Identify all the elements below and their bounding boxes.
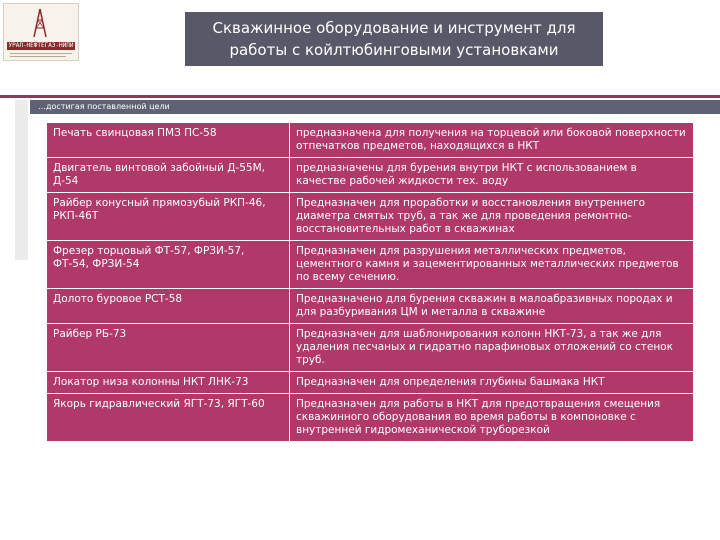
equipment-description: Предназначен для работы в НКТ для предотвращения смещения скважинного оборудования во время работы в компоновке с внутренней гидромеханической труборезкой bbox=[290, 394, 694, 442]
title-line-2: работы с койлтюбинговыми установками bbox=[229, 41, 559, 59]
equipment-description: Предназначен для проработки и восстановления внутреннего диаметра смятых труб, а так же для проведения ремонтно-восстановительных работ в скважинах bbox=[290, 193, 694, 241]
equipment-table bbox=[46, 122, 694, 442]
decorative-side-panel bbox=[15, 100, 28, 260]
equipment-description: Предназначен для разрушения металлических предметов, цементного камня и зацементированных металлических предметов по всему сечению. bbox=[290, 241, 694, 289]
logo-text-line bbox=[10, 53, 72, 54]
table-row bbox=[47, 193, 694, 241]
equipment-name: Печать свинцовая ПМЗ ПС-58 bbox=[47, 123, 290, 158]
equipment-name: Фрезер торцовый ФТ-57, ФРЗИ-57, ФТ-54, ФРЗИ-54 bbox=[47, 241, 290, 289]
equipment-description: предназначены для бурения внутри НКТ с использованием в качестве рабочей жидкости тех. воду bbox=[290, 158, 694, 193]
derrick-icon bbox=[32, 8, 48, 38]
equipment-name: Долото буровое РСТ-58 bbox=[47, 289, 290, 324]
equipment-description: Предназначен для шаблонирования колонн НКТ-73, а так же для удаления песчаных и гидратно парафиновых отложений со стенок труб. bbox=[290, 324, 694, 372]
header-divider bbox=[0, 95, 720, 98]
equipment-description: Предназначен для определения глубины башмака НКТ bbox=[290, 372, 694, 394]
logo-text-line bbox=[10, 56, 66, 57]
subtitle-text: …достигая поставленной цели bbox=[38, 102, 170, 111]
title-line-1: Скважинное оборудование и инструмент для bbox=[212, 19, 576, 37]
equipment-name: Райбер РБ-73 bbox=[47, 324, 290, 372]
equipment-description: Предназначено для бурения скважин в малоабразивных породах и для разбуривания ЦМ и металла в скважине bbox=[290, 289, 694, 324]
equipment-description: предназначена для получения на торцевой или боковой поверхности отпечатков предметов, находящихся в НКТ bbox=[290, 123, 694, 158]
equipment-name: Якорь гидравлический ЯГТ-73, ЯГТ-60 bbox=[47, 394, 290, 442]
slide-title bbox=[185, 12, 603, 66]
table-row bbox=[47, 372, 694, 394]
table-row bbox=[47, 324, 694, 372]
table-row bbox=[47, 123, 694, 158]
company-logo bbox=[3, 3, 79, 61]
equipment-name: Локатор низа колонны НКТ ЛНК-73 bbox=[47, 372, 290, 394]
equipment-name: Двигатель винтовой забойный Д-55М, Д-54 bbox=[47, 158, 290, 193]
table-row bbox=[47, 289, 694, 324]
table-row bbox=[47, 394, 694, 442]
logo-wordmark: УРАЛ-НЕФТЕГАЗ-НИПИ bbox=[8, 42, 74, 49]
equipment-name: Райбер конусный прямозубый РКП-46, РКП-46Т bbox=[47, 193, 290, 241]
table-row bbox=[47, 158, 694, 193]
table-row bbox=[47, 241, 694, 289]
